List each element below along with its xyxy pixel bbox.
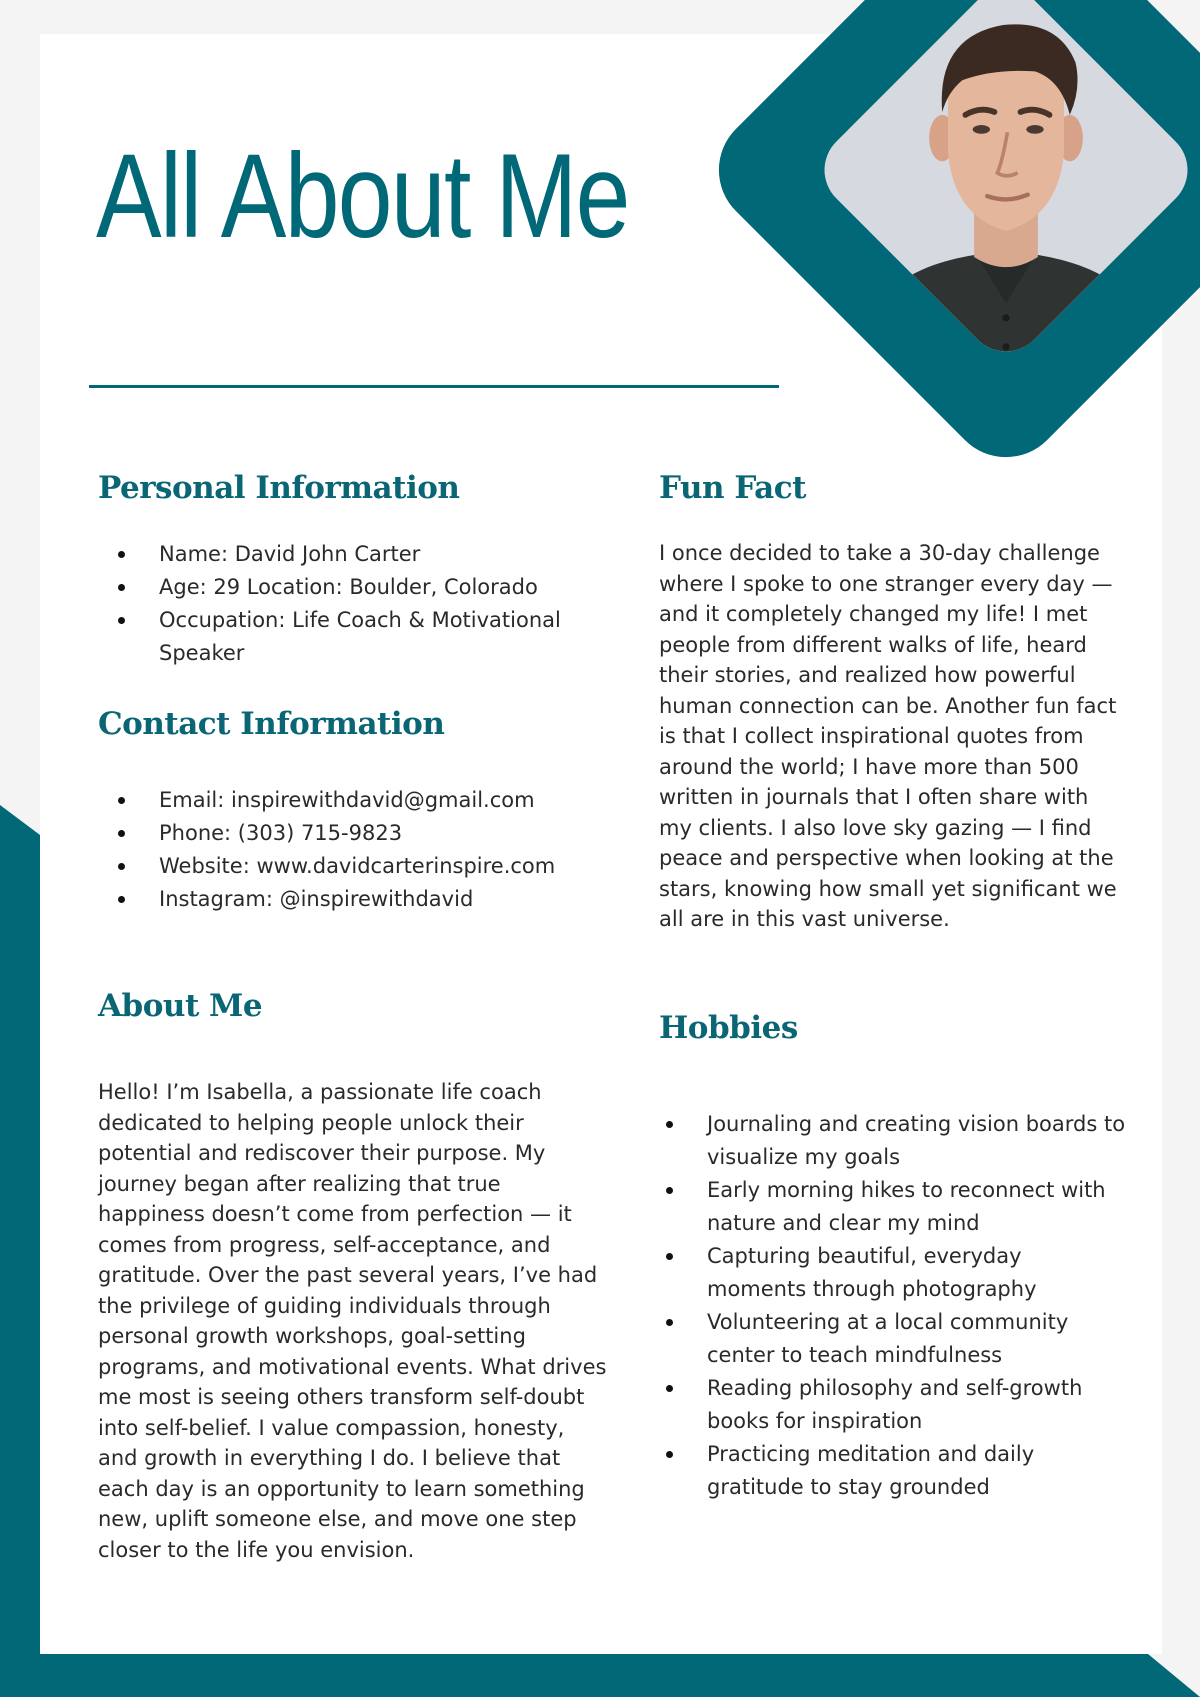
list-item: Reading philosophy and self-growth books for inspiration [646,1372,1126,1438]
list-item: Age: 29 Location: Boulder, Colorado [98,571,618,604]
hobbies-list [646,1108,1126,1504]
personal-information-list [98,538,618,670]
bottom-accent-band [0,1654,1200,1697]
left-accent-band [0,805,40,1697]
list-item: Occupation: Life Coach & Motivational Speaker [98,604,618,670]
list-item: Early morning hikes to reconnect with nature and clear my mind [646,1174,1126,1240]
list-item: Name: David John Carter [98,538,618,571]
list-item: Practicing meditation and daily gratitude to stay grounded [646,1438,1126,1504]
about-me-text: Hello! I’m Isabella, a passionate life coach dedicated to helping people unlock their potential and rediscover their purpose. My journey began after realizing that true happiness doesn’t come from perfection — it comes from progress, self-acceptance, and gratitude. Over the past several years, I’ve had the privilege of guiding individuals through personal growth workshops, goal-setting programs, and motivational events. What drives me most is seeing others transform self-doubt into self-belief. I value compassion, honesty, and growth in everything I do. I believe that each day is an opportunity to learn something new, uplift someone else, and move one step closer to the life you envision. [98,1080,607,1562]
list-item: Phone: (303) 715-9823 [98,817,658,850]
list-item: Volunteering at a local community center to teach mindfulness [646,1306,1126,1372]
page-title: All About Me [96,129,629,263]
hobbies-heading: Hobbies [659,1010,798,1046]
list-item: Email: inspirewithdavid@gmail.com [98,784,658,817]
list-item: Website: www.davidcarterinspire.com [98,850,658,883]
list-item: Journaling and creating vision boards to visualize my goals [646,1108,1126,1174]
fun-fact-text: I once decided to take a 30-day challenge where I spoke to one stranger every day — and it completely changed my life! I met people from different walks of life, heard their stories, and realized how powerful human connection can be. Another fun fact is that I collect inspirational quotes from around the world; I have more than 500 written in journals that I often share with my clients. I also love sky gazing — I find peace and perspective when looking at the stars, knowing how small yet significant we all are in this vast universe. [659,541,1117,931]
contact-information-list [98,784,658,916]
contact-information-heading: Contact Information [98,706,445,742]
list-item: Capturing beautiful, everyday moments through photography [646,1240,1126,1306]
personal-information-heading: Personal Information [98,470,460,506]
title-divider [89,385,779,388]
list-item: Instagram: @inspirewithdavid [98,883,658,916]
about-me-heading: About Me [98,988,263,1024]
fun-fact-heading: Fun Fact [659,470,806,506]
